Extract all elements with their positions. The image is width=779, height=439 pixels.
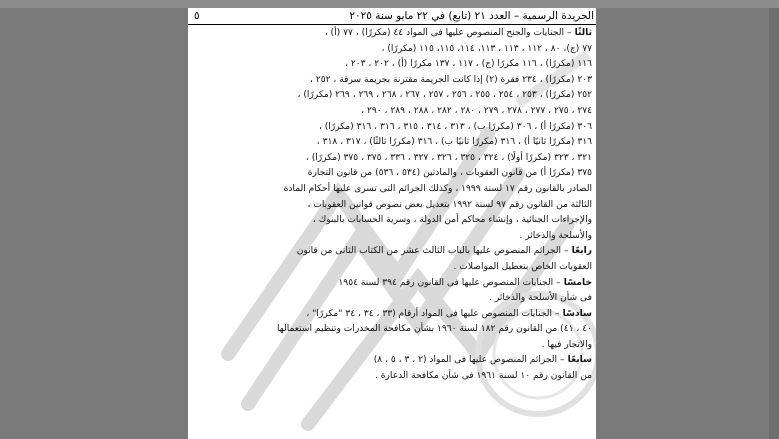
text-line	[192, 213, 592, 229]
text-line	[192, 322, 592, 338]
text-line	[192, 260, 592, 276]
paragraph-lead: رابعًا	[568, 246, 592, 257]
line-text: – الجنايات المنصوص عليها فى المواد أرقام (٣٣ ، ٣٤ ، ٣٤ "مكررًا" ،	[306, 308, 560, 319]
text-line	[192, 182, 592, 198]
line-text: – الجرائم المنصوص عليها فى المواد (٢ ، ٣ ، ٥ ، ٨)	[373, 355, 565, 366]
paragraph	[192, 353, 592, 384]
line-text: من القانون رقم ١٠ لسنة ١٩٦١ فى شأن مكافحة الدعارة .	[375, 371, 592, 382]
gazette-title: الجريدة الرسمية – العدد ٢١ (تابع) في ٢٢ مايو سنة ٢٠٢٥	[349, 10, 594, 22]
paragraph	[192, 244, 592, 275]
line-text: – الجرائم المنصوص عليها بالباب الثالث عشر من الكتاب الثانى من قانون	[296, 246, 569, 257]
text-line	[192, 42, 592, 58]
page-header	[188, 8, 596, 25]
text-line	[192, 276, 592, 292]
viewer-top-strip	[0, 0, 779, 8]
line-text: الصادر بالقانون رقم ١٧ لسنة ١٩٩٩ ، وكذلك الجرائم التى تسرى عليها أحكام المادة	[283, 183, 592, 194]
text-line	[192, 307, 592, 323]
line-text: ٣١٦ (مكررًا ثانيًا أ) ، ٣١٦ (مكررًا ثانيًا ب) ، ٣١٦ (مكررًا ثالثًا) ، ٣١٧ ، ٣١٨ ،	[316, 137, 592, 148]
line-text: والإجراءات الجنائية ، وإنشاء محاكم أمن الدولة ، وسرية الحسابات بالبنوك ،	[312, 215, 592, 226]
line-text: ٢٥٢ (مكررًا) ، ٢٥٣ ، ٢٥٤ ، ٢٥٥ ، ٢٥٦ ، ٢٥٧ ، ٢٦٧ ، ٢٦٨ ، ٢٦٩ ، ٢٦٩ (مكررًا) ،	[297, 90, 592, 101]
vertical-scrollbar[interactable]	[769, 8, 779, 439]
text-line	[192, 26, 592, 42]
text-line	[192, 151, 592, 167]
line-text: ٤٠ ، ٤١) من القانون رقم ١٨٢ لسنة ١٩٦٠ بشأن مكافحة المخدرات وتنظيم استعمالها	[276, 324, 592, 335]
text-line	[192, 57, 592, 73]
line-text: ٢٠٣ (مكررًا) ، ٢٣٤ فقرة (٢) إذا كانت الجريمة مقترنة بجريمة سرقة ، ٢٥٢ ،	[310, 74, 592, 85]
line-text: ٣٠٦ (مكررًا أ) ، ٣٠٦ (مكررًا ب) ، ٣١٣ ، ٣١٤ ، ٣١٥ ، ٣١٦ ، ٣١٦ (مكررًا) ،	[318, 121, 592, 132]
text-line	[192, 104, 592, 120]
text-line	[192, 88, 592, 104]
line-text: – الجنايات والجنح المنصوص عليها فى المواد ٤٤ (مكررًا) ، ٧٧ (أ) ،	[324, 28, 572, 38]
paragraph	[192, 26, 592, 244]
text-line	[192, 73, 592, 89]
document-page	[188, 8, 596, 439]
line-text: والأسلحة والذخائر .	[519, 230, 592, 241]
line-text: ٧٧ (ج)، ٨٠ ، ١١٢ ، ١١٣ ، ١١٣، ١١٤، ١١٥، ١١٥ (مكررًا) ،	[381, 43, 592, 54]
paragraph-lead: خامسًا	[560, 277, 592, 288]
text-line	[192, 338, 592, 354]
line-text: العقوبات الخاص بتعطيل المواصلات .	[453, 261, 592, 272]
line-text: ١١٦ (مكررًا) ، ١١٦ مكررًا (ج) ، ١١٧ ، ١٣٧ مكررًا (أ) ، ٢٠٢ ، ٢٠٣ ،	[345, 59, 592, 70]
text-line	[192, 369, 592, 385]
paragraph-lead: سابعًا	[564, 355, 592, 366]
paragraph-lead: سادسًا	[559, 308, 592, 319]
text-line	[192, 353, 592, 369]
line-text: ٣٢١ ، ٣٢٣ (مكررًا أولًا) ، ٣٢٤ ، ٣٢٥ ، ٣٢٦ ، ٣٢٧ ، ٣٣٦ ، ٣٧٥ ، ٣٧٥ (مكررًا) ،	[305, 152, 592, 163]
line-text: الثالثة من القانون رقم ٩٧ لسنة ١٩٩٢ بتعديل بعض نصوص قوانين العقوبات ،	[307, 199, 592, 210]
document-body	[192, 26, 592, 385]
line-text: ٢٧٤ ، ٢٧٥ ، ٢٧٧ ، ٢٧٨ ، ٢٧٩ ، ٢٨٠ ، ٢٨٢ ، ٢٨٨ ، ٢٨٩ ، ٢٩٠ ،	[361, 105, 592, 116]
text-line	[192, 120, 592, 136]
line-text: – الجنايات المنصوص عليها فى القانون رقم ٣٩٤ لسنة ١٩٥٤	[338, 277, 561, 288]
text-line	[192, 244, 592, 260]
text-line	[192, 135, 592, 151]
text-line	[192, 229, 592, 245]
page-number: ٥	[194, 10, 200, 22]
text-line	[192, 166, 592, 182]
text-line	[192, 291, 592, 307]
paragraph-lead: ثالثًا	[571, 28, 592, 38]
line-text: ٣٧٥ (مكررًا أ) من قانون العقوبات ، والمادتين (٥٣٤ ، ٥٣٦) من قانون التجارة	[307, 168, 592, 179]
text-line	[192, 198, 592, 214]
line-text: والاتجار فيها .	[541, 339, 592, 350]
paragraph	[192, 276, 592, 307]
line-text: فى شأن الأسلحة والذخائر .	[489, 293, 592, 304]
paragraph	[192, 307, 592, 354]
